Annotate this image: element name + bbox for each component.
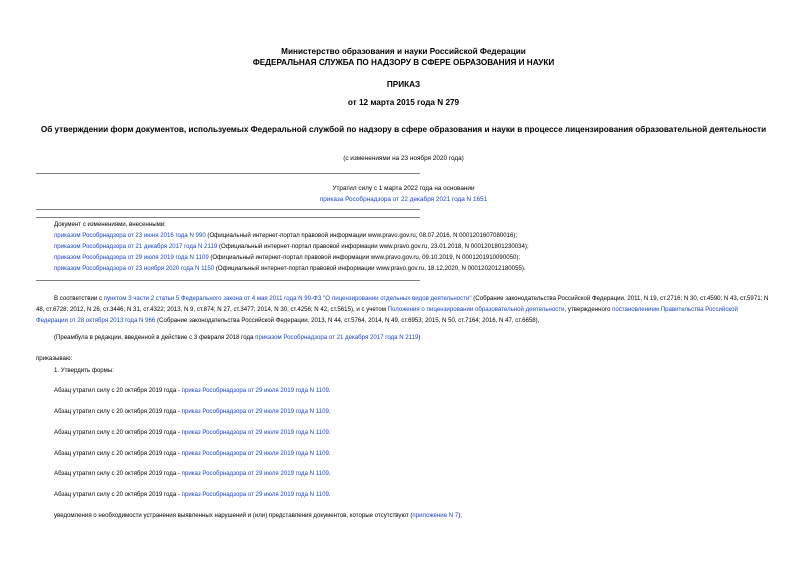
repealed-end: . — [328, 429, 331, 436]
repealed-paragraph — [54, 470, 331, 477]
law-link[interactable]: пунктом 3 части 2 статьи 5 Федерального закона от 4 мая 2011 года N 99-ФЗ "О лицензировании отдельных видов деятельности" — [103, 295, 472, 302]
divider — [36, 280, 420, 281]
preamble-note — [54, 334, 420, 341]
ministry-heading: Министерство образования и науки Российской Федерации — [281, 47, 526, 56]
repeal-order-link[interactable]: приказ Рособрнадзора от 29 июля 2019 года N 1109 — [181, 450, 329, 457]
appendix-7-link[interactable]: приложение N 7 — [412, 512, 459, 519]
repeal-order-link[interactable]: приказ Рособрнадзора от 29 июля 2019 года N 1109 — [181, 387, 329, 394]
preamble-note-end: ) — [418, 334, 421, 341]
repealed-paragraph — [54, 387, 331, 394]
divider — [36, 173, 420, 174]
amendment-item — [54, 252, 520, 264]
repealed-text: Абзац утратил силу с 20 октября 2019 года - — [54, 387, 182, 394]
repeal-order-link[interactable]: приказ Рособрнадзора от 29 июля 2019 года N 1109 — [181, 491, 329, 498]
amendment-link[interactable]: приказом Рособрнадзора от 23 ноября 2020 года N 1150 — [54, 265, 215, 272]
amendment-item — [54, 263, 526, 275]
repeal-order-link[interactable]: приказ Рособрнадзора от 29 июля 2019 года N 1109 — [181, 429, 329, 436]
preamble-note-text: (Преамбула в редакции, введенной в действие с 3 февраля 2018 года — [54, 334, 256, 341]
appendix-end: ); — [458, 512, 462, 519]
preamble-paragraph — [36, 293, 771, 326]
repealed-end: . — [328, 470, 331, 477]
decree-link[interactable]: постановлением Правительства Российской Федерации от 28 октября 2013 года N 966 — [36, 306, 738, 324]
repealed-text: Абзац утратил силу с 20 октября 2019 года - — [54, 408, 182, 415]
repealed-paragraph — [54, 429, 331, 436]
repealed-end: . — [328, 450, 331, 457]
repealed-text: Абзац утратил силу с 20 октября 2019 года - — [54, 450, 182, 457]
lost-force-link[interactable]: приказа Рособрнадзора от 22 декабря 2021 года N 1651 — [319, 196, 488, 203]
appendix-7-paragraph — [54, 512, 462, 519]
preamble-text: В соответствии с — [54, 295, 104, 302]
preamble-text: , утвержденного — [564, 306, 613, 313]
repealed-end: . — [328, 491, 331, 498]
appendix-text: уведомления о необходимости устранения выявленных нарушений и (или) представления документов, которые отсутствуют ( — [54, 512, 413, 519]
repealed-paragraph — [54, 408, 331, 415]
amendments-intro: Документ с изменениями, внесенными: — [54, 221, 166, 228]
amendment-link[interactable]: приказом Рособрнадзора от 21 декабря 2017 года N 2119 — [54, 243, 218, 250]
repealed-paragraph — [54, 491, 331, 498]
divider — [36, 209, 420, 210]
document-title: Об утверждении форм документов, используемых Федеральной службой по надзору в сфере образования и науки в процессе лицензирования образовательной деятельности — [40, 125, 767, 134]
changes-note: (с изменениями на 23 ноября 2020 года) — [343, 155, 464, 162]
lost-force-text: Утратил силу с 1 марта 2022 года на основании — [332, 185, 475, 192]
amendment-source: (Официальный интернет-портал правовой информации www.pravo.gov.ru, 09.10.2019, N 0001201910090050); — [208, 254, 521, 261]
repealed-text: Абзац утратил силу с 20 октября 2019 года - — [54, 491, 182, 498]
repealed-end: . — [328, 387, 331, 394]
amendment-source: (Официальный интернет-портал правовой информации www.pravo.gov.ru, 08.07.2016, N 0001201607080016); — [205, 232, 518, 239]
amendment-source: (Официальный интернет-портал правовой информации www.pravo.gov.ru, 23.01.2018, N 0001201801230034); — [217, 243, 529, 250]
amendment-link[interactable]: приказом Рособрнадзора от 29 июля 2019 года N 1109 — [54, 254, 209, 261]
repealed-end: . — [328, 408, 331, 415]
amendment-item — [54, 241, 529, 253]
item-1: 1. Утвердить формы: — [54, 367, 114, 374]
regulation-link[interactable]: Положения о лицензировании образовательной деятельности — [387, 306, 565, 313]
doc-type-heading: ПРИКАЗ — [386, 80, 421, 89]
amendment-source: (Официальный интернет-портал правовой информации www.pravo.gov.ru, 18.12.2020, N 0001202012180055). — [214, 265, 526, 272]
service-heading: ФЕДЕРАЛЬНАЯ СЛУЖБА ПО НАДЗОРУ В СФЕРЕ ОБРАЗОВАНИЯ И НАУКИ — [252, 58, 555, 67]
order-word: приказываю: — [36, 355, 73, 362]
preamble-text: (Собрание законодательства Российской Федерации, 2013, N 44, ст.5764, 2014, N 49, ст.6953; 2015, N 50, ст.7164; 2016, N 47, ст.6658), — [155, 317, 540, 324]
doc-date-heading: от 12 марта 2015 года N 279 — [347, 98, 460, 107]
repeal-order-link[interactable]: приказ Рособрнадзора от 29 июля 2019 года N 1109 — [181, 408, 329, 415]
repealed-text: Абзац утратил силу с 20 октября 2019 года - — [54, 470, 182, 477]
amendment-link[interactable]: приказом Рособрнадзора от 23 июня 2016 года N 990 — [54, 232, 206, 239]
repeal-order-link[interactable]: приказ Рособрнадзора от 29 июля 2019 года N 1109 — [181, 470, 329, 477]
divider — [36, 217, 420, 218]
repealed-paragraph — [54, 450, 331, 457]
preamble-text: (Собрание законодательства Российской Федерации, 2011, N 19, ст.2716; N 30, ст.4590; N 43, ст.5971; N 48, ст.6728; 2012, N 26, ст.3446; N 31, ст.4322; 2013, N 9, ст.874; N 27, ст.3477; 2014, N 30, ст.4256; N 42, ст.5615), и с учетом — [36, 295, 769, 313]
amendment-item — [54, 230, 517, 242]
repealed-text: Абзац утратил силу с 20 октября 2019 года - — [54, 429, 182, 436]
preamble-note-link[interactable]: приказом Рособрнадзора от 21 декабря 2017 года N 2119 — [255, 334, 419, 341]
